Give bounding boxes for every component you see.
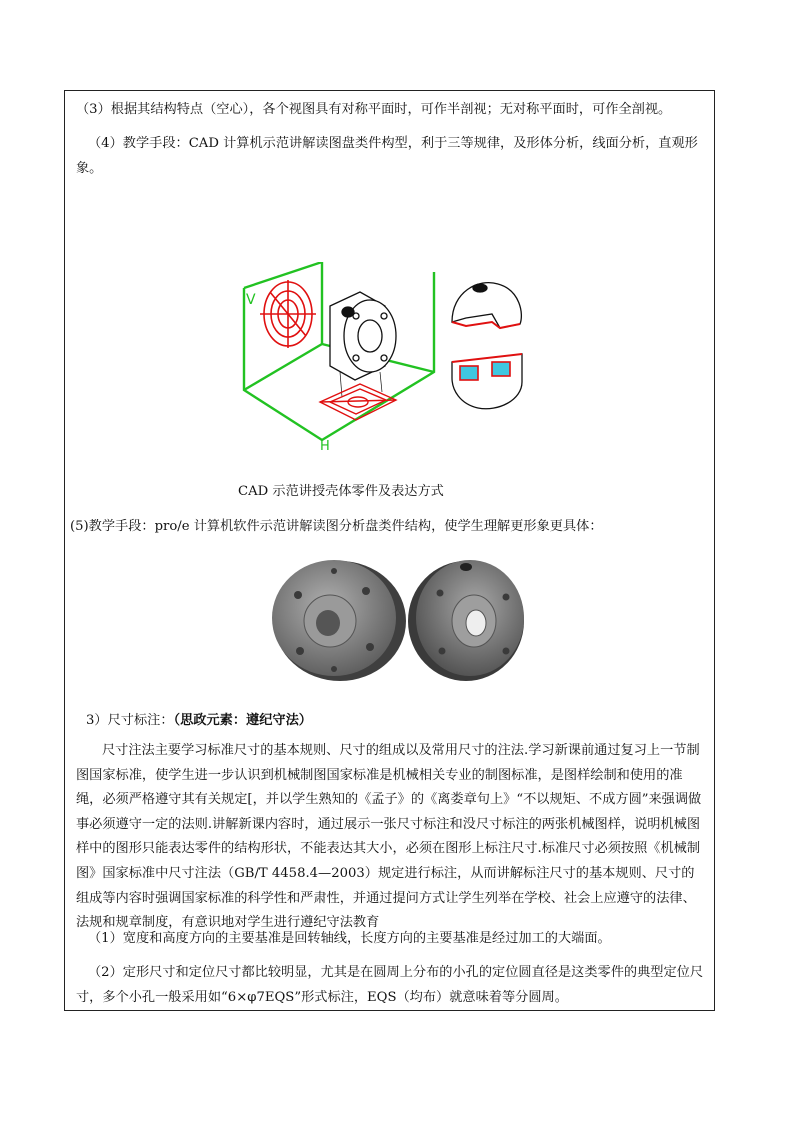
section-3-prefix: 3）尺寸标注： [86,713,174,728]
section-view-upper [452,283,521,328]
proe-part-left [272,560,406,681]
proe-part-right [408,560,524,681]
section-3-civic-element: （思政元素：遵纪守法） [173,713,312,728]
cad-projection-figure [230,262,560,462]
paragraph-cad-teaching: （4）教学手段：CAD 计算机示范讲解读图盘类件构型，利于三等规律，及形体分析，线面分析，直观形象。 [76,136,698,176]
h-plane-label: H [320,439,330,454]
figure-caption: CAD 示范讲授壳体零件及表达方式 [238,484,444,499]
paragraph-dimension-rules: 尺寸注法主要学习标准尺寸的基本规则、尺寸的组成以及常用尺寸的注法.学习新课前通过复习上一节制图国家标准，使学生进一步认识到机械制图国家标准是机械相关专业的制图标准，是图样绘制和使用的准绳，必须严格遵守其有关规定[，并以学生熟知的《孟子》的《离娄章句上》“不以规矩、不成方圆”来强调做事必须遵守一定的法则.讲解新课内容时，通过展示一张尺寸标注和没尺寸标注的两张机械图样，说明机械图样中的图形只能表达零件的结构形状，不能表达其大小，必须在图形上标注尺寸.标准尺寸必须按照《机械制图》国家标准中尺寸注法（GB/T 4458.4—2003）规定进行标注，从而讲解标注尺寸的基本规则、尺寸的组成等内容时强调国家标准的科学性和严肃性，并通过提问方式让学生列举在学校、社会上应遵守的法律、法规和规章制度，有意识地对学生进行遵纪守法教育 [76,743,702,931]
paragraph-proe-teaching: (5)教学手段：pro/e 计算机软件示范讲解读图分析盘类件结构，使学生理解更形象更具体： [70,519,603,534]
paragraph-dimension-item: （2）定形尺寸和定位尺寸都比较明显，尤其是在圆周上分布的小孔的定位圆直径是这类零件的典型定位尺寸，多个小孔一般采用如“6×φ7EQS”形式标注，EQS（均布）就意味着等分圆周。 [76,965,704,1005]
front-view-red [260,280,316,348]
proe-parts-figure [270,555,530,685]
cad-part-body [330,292,396,380]
section-3-heading [86,708,312,733]
paragraph-half-section: （3）根据其结构特点（空心），各个视图具有对称平面时，可作半剖视；无对称平面时，可作全剖视。 [76,102,672,117]
paragraph-datum-item: （1）宽度和高度方向的主要基准是回转轴线，长度方向的主要基准是经过加工的大端面。 [88,931,611,946]
section-view-lower [452,354,522,409]
v-plane-label: V [246,292,256,308]
